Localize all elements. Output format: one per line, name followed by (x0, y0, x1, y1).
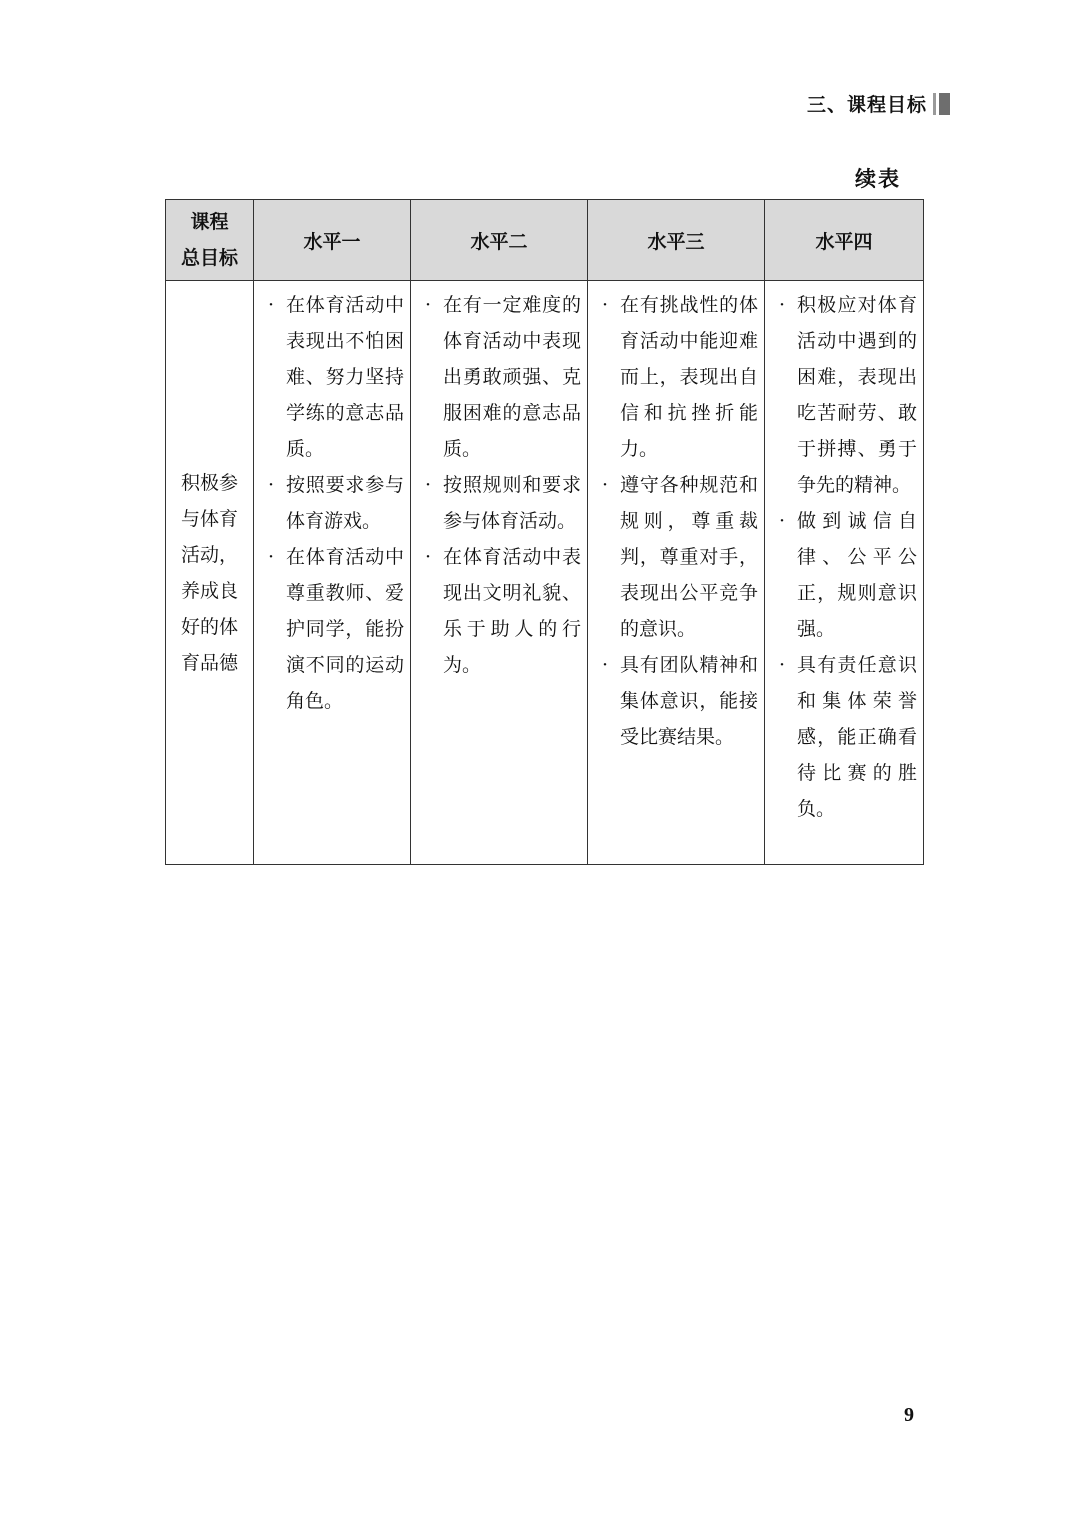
list-item: · 按照规则和要求参与体育活动。 (425, 474, 581, 532)
level-4-cell (765, 281, 924, 865)
list-item: · 按照要求参与体育游戏。 (268, 474, 404, 532)
running-header (807, 90, 950, 117)
table-row (166, 281, 924, 865)
list-item: · 在体育活动中尊重教师、爱护同学，能扮演不同的运动角色。 (268, 546, 404, 712)
list-item: · 在有一定难度的体育活动中表现出勇敢顽强、克服困难的意志品质。 (425, 294, 581, 460)
level-2-cell (411, 281, 588, 865)
header-bar-decoration (933, 93, 950, 115)
section-title: 三、课程目标 (806, 94, 927, 116)
level-1-cell (254, 281, 411, 865)
list-item: · 遵守各种规范和规则，尊重裁判，尊重对手，表现出公平竞争的意识。 (602, 474, 758, 640)
list-item: · 在体育活动中表现出不怕困难、努力坚持学练的意志品质。 (268, 294, 404, 460)
header-level-1: 水平一 (254, 200, 411, 281)
list-item: · 在有挑战性的体育活动中能迎难而上，表现出自信和抗挫折能力。 (602, 294, 758, 460)
list-item: · 具有责任意识和集体荣誉感，能正确看待比赛的胜负。 (779, 654, 917, 820)
table-header-row (166, 200, 924, 281)
header-level-4: 水平四 (765, 200, 924, 281)
page-number: 9 (904, 1404, 914, 1426)
table-caption: 续表 (855, 167, 901, 191)
list-item: · 做到诚信自律、公平公正，规则意识强。 (779, 510, 917, 640)
header-overall-goal: 课程 总目标 (166, 200, 254, 281)
header-level-2: 水平二 (411, 200, 588, 281)
list-item: · 在体育活动中表现出文明礼貌、乐于助人的行为。 (425, 546, 581, 676)
list-item: · 具有团队精神和集体意识，能接受比赛结果。 (602, 654, 758, 748)
level-3-cell (588, 281, 765, 865)
goal-text: 积极参 与体育 活动， 养成良 好的体 育品德 (180, 471, 238, 674)
list-item: · 积极应对体育活动中遇到的困难，表现出吃苦耐劳、敢于拼搏、勇于争先的精神。 (779, 294, 917, 496)
goal-cell (166, 281, 254, 865)
header-level-3: 水平三 (588, 200, 765, 281)
curriculum-goals-table (165, 199, 924, 865)
